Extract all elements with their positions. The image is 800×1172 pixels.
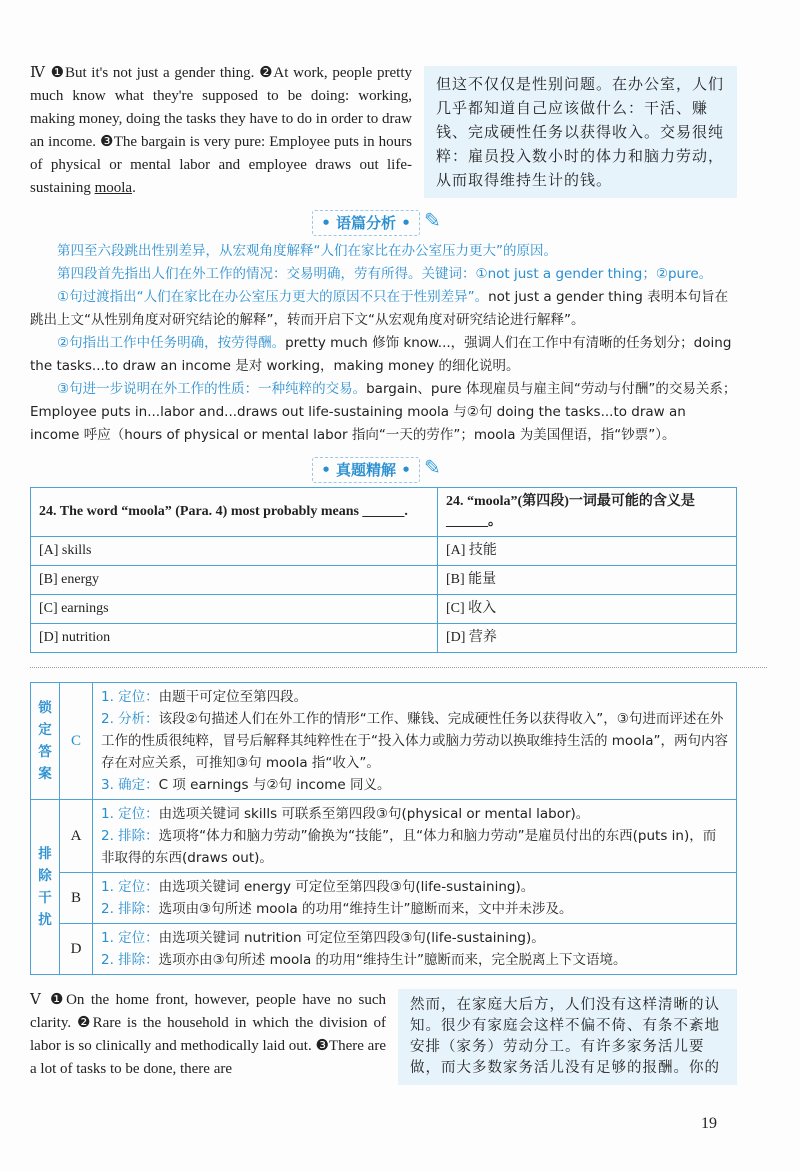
pen-icon: ✎ [424,457,441,479]
analysis-line [30,263,737,286]
option-c-en: [C] earnings [31,595,438,624]
step-text: 选项由③句所述 moola 的功用“维持生计”臆断而来，文中并未涉及。 [158,901,573,917]
option-b-cn: [B] 能量 [438,566,737,595]
answer-table [30,682,737,975]
lock-answer-label: 锁定答案 [31,683,60,800]
analysis-line [30,286,737,332]
para4-text: Ⅳ ❶But it's not just a gender thing. ❷At work, people pretty much know what they're supposed to be doing: working, making money, doing the tasks they have to do in order to draw an income. ❸The bargain is very pure: Employee puts in hours of physical or mental labor and employee draws out life-sustaining [30,65,412,196]
step-text: 由选项关键词 skills 可联系至第四段③句(physical or mental labor)。 [158,806,590,822]
distractor-option: B [60,873,93,924]
question-en: 24. The word “moola” (Para. 4) most probably means ______. [31,488,438,537]
analysis-rest: not just a gender thing 表明本句旨在跳出上文“从性别角度对研究结论的解释”，转而开启下文“从宏观角度对研究结论进行解释”。 [30,289,729,328]
analysis-rest: pretty much 修饰 know...，强调人们在工作中有清晰的任务划分；doing the tasks...to draw an income 是对 working，making money 的细化说明。 [30,335,732,374]
para4-end: . [132,180,136,196]
correct-option: C [60,683,93,800]
page-number: 19 [701,1115,717,1132]
pen-icon: ✎ [424,210,441,232]
step-key: 2. 排除： [101,828,159,844]
moola-underlined: moola [94,180,133,196]
step-text: 选项亦由③句所述 moola 的功用“维持生计”臆断而来，完全脱离上下文语境。 [158,952,627,968]
analysis-rest: bargain、pure 体现雇员与雇主间“劳动与付酬”的交易关系；Employee puts in...labor and...draws out life-sustaining moola 与②句 doing the tasks...to draw an income 呼应（hours of physical or mental labor 指向“一天的劳作”；moola 为美国俚语，指“钞票”）。 [30,381,737,443]
paragraph-4-english [30,62,412,200]
step-key: 2. 排除： [101,901,159,917]
step-key: 2. 排除： [101,952,159,968]
analysis-blue: ③句进一步说明在外工作的性质：一种纯粹的交易。 [57,381,367,397]
distractor-option: A [60,800,93,873]
paragraph-5-english: Ⅴ ❶On the home front, however, people have no such clarity. ❷Rare is the household in which the division of labor is so clinically and methodically laid out. ❸There are a lot of tasks to be done, there are [30,992,386,1077]
step-key: 2. 分析： [101,711,159,727]
correct-steps [93,683,737,800]
question-cn: 24. “moola”(第四段)一词最可能的含义是______。 [438,488,737,537]
option-d-en: [D] nutrition [31,624,438,653]
analysis-blue: ②句指出工作中任务明确，按劳得酬。 [57,335,286,351]
analysis-line [30,378,737,447]
section-header-analysis [30,208,737,238]
analysis-blue: 第四至六段跳出性别差异，从宏观角度解释“人们在家比在办公室压力更大”的原因。 [57,243,557,259]
question-table [30,487,737,653]
analysis-line [30,332,737,378]
option-c-cn: [C] 收入 [438,595,737,624]
distractor-steps [93,800,737,873]
paragraph-4-chinese: 但这不仅仅是性别问题。在办公室，人们几乎都知道自己应该做什么：干活、赚钱、完成硬性任务以获得收入。交易很纯粹：雇员投入数小时的体力和脑力劳动，从而取得维持生计的钱。 [424,66,737,198]
option-a-cn: [A] 技能 [438,537,737,566]
section-header-question [30,455,737,485]
analysis-blue: ①句过渡指出“人们在家比在办公室压力更大的原因不只在于性别差异”。 [57,289,489,305]
paragraph-5-chinese: 然而，在家庭大后方，人们没有这样清晰的认知。很少有家庭会这样不偏不倚、有条不紊地安排（家务）劳动分工。有许多家务活儿要做，而大多数家务活儿没有足够的报酬。你的 [398,989,737,1085]
step-text: C 项 earnings 与②句 income 同义。 [158,777,391,793]
step-key: 1. 定位： [101,689,159,705]
option-a-en: [A] skills [31,537,438,566]
section-title-question-explanation: • 真题精解 • [312,457,420,483]
step-text: 该段②句描述人们在外工作的情形“工作、赚钱、完成硬性任务以获得收入”，③句进而评述在外工作的性质很纯粹，冒号后解释其纯粹性在于“投入体力或脑力劳动以换取维持生活的 moola”，两句内容存在对应关系，可推知③句 moola 指“收入”。 [101,711,728,771]
option-d-cn: [D] 营养 [438,624,737,653]
exclude-label: 排除干扰 [31,800,60,975]
analysis-line [30,240,737,263]
analysis-blue: 第四段首先指出人们在外工作的情况：交易明确，劳有所得。关键词：①not just a gender thing；②pure。 [57,266,713,282]
paragraph-4 [30,62,737,200]
step-text: 由选项关键词 nutrition 可定位至第四段③句(life-sustaining)。 [158,930,545,946]
section-title-discourse-analysis: • 语篇分析 • [312,210,420,236]
divider [30,667,767,668]
step-text: 由题干可定位至第四段。 [158,689,308,705]
step-text: 选项将“体力和脑力劳动”偷换为“技能”，且“体力和脑力劳动”是雇员付出的东西(puts in)，而非取得的东西(draws out)。 [101,828,717,866]
analysis-text [30,240,737,447]
distractor-steps [93,873,737,924]
paragraph-5 [30,989,737,1085]
step-key: 3. 确定： [101,777,159,793]
step-key: 1. 定位： [101,806,159,822]
step-key: 1. 定位： [101,930,159,946]
option-b-en: [B] energy [31,566,438,595]
step-key: 1. 定位： [101,879,159,895]
step-text: 由选项关键词 energy 可定位至第四段③句(life-sustaining)。 [158,879,535,895]
distractor-steps [93,924,737,975]
distractor-option: D [60,924,93,975]
